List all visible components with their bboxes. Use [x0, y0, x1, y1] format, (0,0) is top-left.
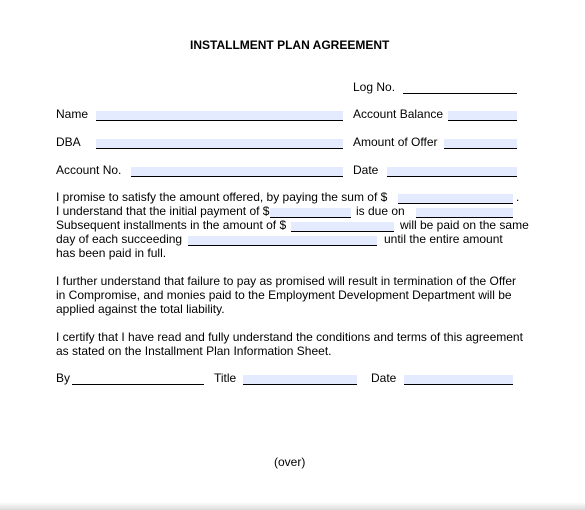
dba-label: DBA: [56, 135, 81, 149]
date-label: Date: [353, 163, 379, 177]
amount-of-offer-field[interactable]: [444, 148, 517, 149]
name-field-fill: [96, 111, 343, 120]
signature-date-label: Date: [371, 371, 397, 385]
title-field[interactable]: [243, 384, 357, 385]
dba-field[interactable]: [96, 148, 343, 149]
by-field[interactable]: [72, 384, 204, 385]
payment-line-3-end: will be paid on the same: [400, 218, 529, 232]
termination-line-2: in Compromise, and monies paid to the Employment Development Department will be: [56, 288, 512, 302]
amount-of-offer-label: Amount of Offer: [353, 135, 438, 149]
payment-line-3: Subsequent installments in the amount of $: [56, 218, 287, 232]
account-no-label: Account No.: [56, 163, 122, 177]
termination-line-3: applied against the total liability.: [56, 302, 225, 316]
termination-line-1: I further understand that failure to pay as promised will result in termination of the Offer: [56, 274, 517, 288]
payment-line-5: has been paid in full.: [56, 246, 167, 260]
account-no-field[interactable]: [131, 176, 343, 177]
certify-line-2: as stated on the Installment Plan Information Sheet.: [56, 344, 332, 358]
due-date-field-fill: [416, 208, 513, 217]
period-field[interactable]: [188, 245, 377, 246]
log-no-field[interactable]: [403, 93, 517, 94]
date-field-fill: [387, 167, 517, 176]
title-field-fill: [243, 375, 357, 384]
initial-payment-field-fill: [270, 208, 351, 217]
payment-line-1-end: .: [516, 190, 520, 204]
payment-line-4: day of each succeeding: [56, 232, 183, 246]
signature-date-field-fill: [404, 375, 513, 384]
account-balance-label: Account Balance: [353, 107, 444, 121]
payment-line-2-due: is due on: [356, 204, 405, 218]
by-label: By: [56, 371, 71, 385]
title-label: Title: [214, 371, 237, 385]
sum-field-fill: [398, 194, 513, 203]
signature-date-field[interactable]: [404, 384, 513, 385]
over-note: (over): [274, 455, 306, 469]
page-bottom-shadow: [0, 502, 585, 510]
period-field-fill: [188, 236, 377, 245]
certify-line-1: I certify that I have read and fully understand the conditions and terms of this agreement: [56, 330, 523, 344]
payment-line-4-end: until the entire amount: [384, 232, 503, 246]
account-no-field-fill: [131, 167, 343, 176]
installment-amount-field[interactable]: [291, 231, 394, 232]
name-field[interactable]: [96, 120, 343, 121]
account-balance-field-fill: [448, 111, 517, 120]
payment-line-1: I promise to satisfy the amount offered, by paying the sum of $: [56, 190, 388, 204]
account-balance-field[interactable]: [448, 120, 517, 121]
form-title: INSTALLMENT PLAN AGREEMENT: [190, 38, 390, 52]
log-no-label: Log No.: [353, 80, 396, 94]
date-field[interactable]: [387, 176, 517, 177]
payment-line-2: I understand that the initial payment of $: [56, 204, 270, 218]
dba-field-fill: [96, 139, 343, 148]
name-label: Name: [56, 107, 89, 121]
amount-of-offer-field-fill: [444, 139, 517, 148]
sum-field[interactable]: [398, 203, 513, 204]
installment-amount-field-fill: [291, 222, 394, 231]
